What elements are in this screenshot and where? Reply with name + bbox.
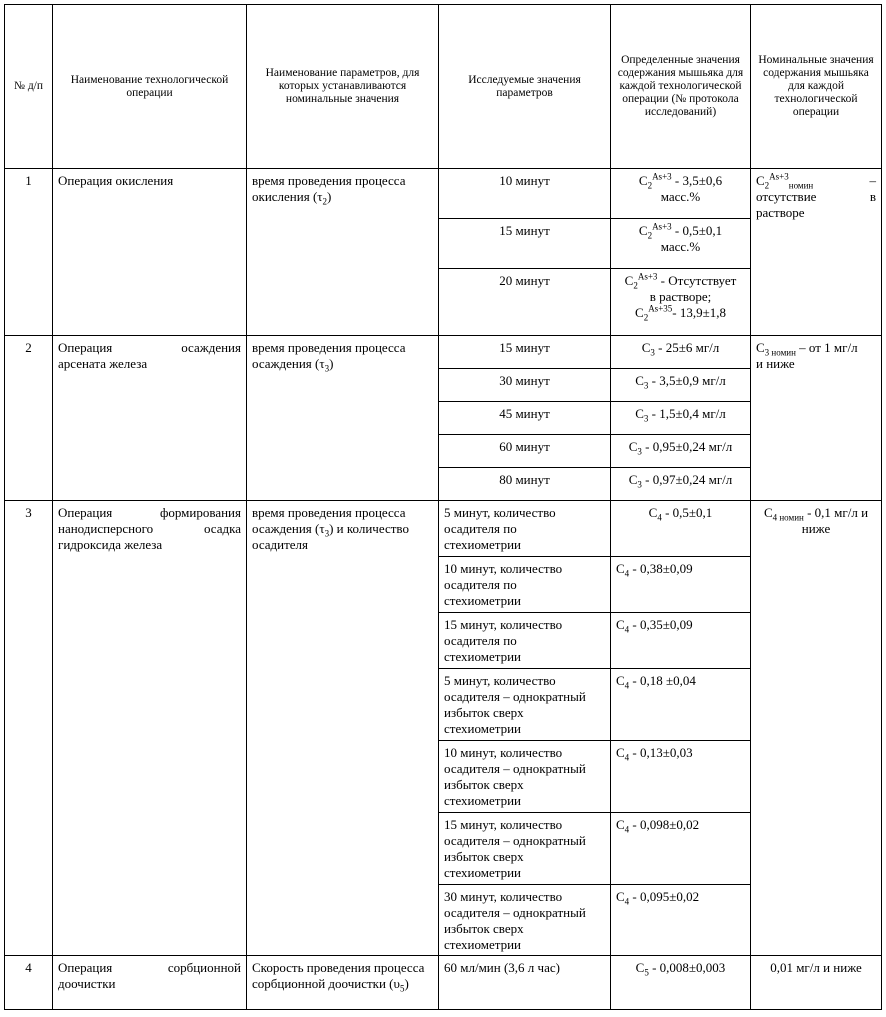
header-determined: Определенные значения содержания мышьяка для каждой технологической операции (№ протокола исследований): [611, 5, 751, 169]
studied-line: избыток сверх: [444, 849, 524, 864]
result-value: [611, 613, 751, 669]
studied-line: 15 минут, количество: [444, 617, 563, 632]
parameter-text: время проведения процесса осаждения (τ: [252, 340, 406, 371]
operation-name: [53, 336, 247, 501]
studied-line: осадителя – однократный: [444, 761, 586, 776]
result-subscript: 4: [624, 624, 630, 635]
result-value: [611, 219, 751, 269]
operation-word-a: Операция: [58, 960, 113, 975]
studied-line: осадителя – однократный: [444, 689, 586, 704]
nominal-text-c: растворе: [756, 205, 805, 220]
nominal-value: [751, 336, 882, 501]
studied-line: 10 минут, количество: [444, 561, 563, 576]
nominal-text: - 0,1 мг/л и: [803, 505, 869, 520]
header-num: № д/п: [5, 5, 53, 169]
studied-line: осадителя – однократный: [444, 833, 586, 848]
parameter-subscript: 3: [324, 528, 330, 539]
studied-line: стехиометрии: [444, 649, 522, 664]
result-subscript: 2: [647, 230, 653, 241]
result-symbol: C: [638, 223, 648, 238]
result-text: - 0,098±0,02: [629, 817, 700, 832]
table-header-row: [5, 5, 882, 169]
row-num: 2: [5, 336, 53, 501]
result-subscript: 4: [624, 680, 630, 691]
parameter-name: [247, 501, 439, 956]
studied-line: 30 минут, количество: [444, 889, 563, 904]
operation-word-c: нанодисперсного: [58, 521, 154, 536]
studied-value: 20 минут: [439, 269, 611, 336]
result-value: [611, 669, 751, 741]
studied-line: стехиометрии: [444, 593, 522, 608]
operation-name: [53, 956, 247, 1010]
result-subscript: 4: [624, 752, 630, 763]
studied-value: [439, 741, 611, 813]
studied-value: [439, 613, 611, 669]
result-subscript: 4: [624, 568, 630, 579]
result-symbol: C: [648, 505, 658, 520]
parameters-table: [4, 4, 882, 1010]
operation-word-a: Операция: [58, 505, 113, 520]
studied-line: стехиометрии: [444, 537, 522, 552]
studied-line: избыток сверх: [444, 921, 524, 936]
parameter-text: время проведения процесса осаждения (τ: [252, 505, 406, 536]
studied-line: избыток сверх: [444, 705, 524, 720]
result-symbol: C: [616, 673, 625, 688]
header-nominal: Номинальные значения содержания мышьяка для каждой технологической операции: [751, 5, 882, 169]
result-symbol: C: [616, 745, 625, 760]
operation-line-2: доочистки: [58, 976, 116, 991]
result-value: [611, 956, 751, 1010]
operation-line-2: арсената железа: [58, 356, 148, 371]
result-subscript: 3: [643, 413, 649, 424]
parameter-text-end: ): [404, 976, 409, 991]
result-symbol: C: [616, 617, 625, 632]
result-text: - 0,35±0,09: [629, 617, 693, 632]
operation-name: [53, 501, 247, 956]
result-symbol: C: [635, 406, 644, 421]
result-symbol: C: [635, 373, 644, 388]
table-row: [5, 956, 882, 1010]
studied-line: избыток сверх: [444, 777, 524, 792]
result-symbol: C: [624, 273, 634, 288]
studied-line: 5 минут, количество: [444, 673, 556, 688]
nominal-symbol: C: [756, 173, 765, 188]
result-symbol: C: [635, 960, 645, 975]
result-value: [611, 813, 751, 885]
result-symbol: C: [616, 817, 625, 832]
nominal-value: 0,01 мг/л и ниже: [751, 956, 882, 1010]
nominal-subscript: 2: [764, 180, 770, 191]
operation-word-b: формирования: [159, 505, 241, 520]
result-value: [611, 435, 751, 468]
studied-line: 10 минут, количество: [444, 745, 563, 760]
result-text: - 0,97±0,24 мг/л: [641, 472, 733, 487]
studied-value: 60 минут: [439, 435, 611, 468]
result-subscript: 4: [624, 824, 630, 835]
result-text-2: - 13,9±1,8: [672, 305, 726, 320]
table-row: [5, 169, 882, 219]
operation-line-3: гидроксида железа: [58, 537, 163, 552]
nominal-text-b: в: [869, 189, 876, 204]
studied-line: 5 минут, количество: [444, 505, 556, 520]
result-text: - 0,008±0,003: [648, 960, 726, 975]
result-subscript-2: 2: [643, 312, 649, 323]
result-subscript: 3: [643, 380, 649, 391]
studied-line: стехиометрии: [444, 721, 522, 736]
result-value: [611, 402, 751, 435]
result-symbol: C: [638, 173, 648, 188]
studied-line: осадителя по: [444, 521, 517, 536]
studied-line: стехиометрии: [444, 865, 522, 880]
nominal-symbol: C: [756, 340, 765, 355]
parameter-text: время проведения процесса окисления (τ: [252, 173, 406, 204]
parameter-subscript: 2: [322, 196, 327, 207]
table-row: [5, 501, 882, 557]
studied-value: [439, 669, 611, 741]
result-value: [611, 369, 751, 402]
result-value: [611, 468, 751, 501]
result-superscript: As+3: [652, 171, 672, 182]
operation-text: Операция окисления: [58, 173, 174, 188]
nominal-value: [751, 169, 882, 336]
result-subscript: 5: [644, 967, 649, 978]
result-text: - 3,5±0,9 мг/л: [648, 373, 726, 388]
nominal-subscript-label: номин: [788, 180, 814, 191]
result-superscript: As+3: [637, 271, 658, 282]
operation-name: [53, 169, 247, 336]
parameter-text-end: ): [327, 189, 332, 204]
nominal-text-2: ниже: [801, 521, 831, 536]
studied-line: осадителя – однократный: [444, 905, 586, 920]
result-subscript: 3: [637, 479, 642, 490]
nominal-text-2: и ниже: [756, 356, 795, 371]
studied-line: стехиометрии: [444, 937, 522, 952]
result-subscript: 2: [647, 180, 653, 191]
result-value: [611, 741, 751, 813]
nominal-symbol: C: [763, 505, 773, 520]
result-symbol: C: [628, 472, 638, 487]
parameter-subscript: 5: [399, 983, 405, 994]
result-text: - 0,5±0,1: [661, 505, 713, 520]
result-text: - 1,5±0,4 мг/л: [648, 406, 726, 421]
studied-value: 60 мл/мин (3,6 л час): [439, 956, 611, 1010]
row-num: 3: [5, 501, 53, 956]
result-text: - 25±6 мг/л: [654, 340, 720, 355]
result-symbol: C: [641, 340, 651, 355]
studied-line: осадителя по: [444, 577, 517, 592]
parameter-name: [247, 169, 439, 336]
result-subscript: 3: [650, 347, 655, 358]
result-superscript-2: As+35: [648, 303, 673, 314]
result-unit: масс.%: [660, 239, 701, 254]
header-params: Наименование параметров, для которых устанавливаются номинальные значения: [247, 5, 439, 169]
parameter-text-end: ) и количество осадителя: [252, 521, 409, 552]
result-value: [611, 336, 751, 369]
result-text: - 0,5±0,1: [671, 223, 723, 238]
studied-line: стехиометрии: [444, 793, 522, 808]
operation-word-b: осаждения: [181, 340, 241, 355]
nominal-subscript: 3 номин: [764, 347, 796, 358]
operation-word-a: Операция: [58, 340, 113, 355]
parameter-name: [247, 956, 439, 1010]
result-unit: масс.%: [660, 189, 701, 204]
result-text: - 0,13±0,03: [629, 745, 693, 760]
result-symbol: C: [616, 561, 625, 576]
result-symbol: C: [628, 439, 638, 454]
studied-line: осадителя по: [444, 633, 517, 648]
nominal-superscript: As+3: [769, 171, 789, 182]
result-text: - 0,18 ±0,04: [629, 673, 696, 688]
row-num: 1: [5, 169, 53, 336]
studied-value: [439, 813, 611, 885]
parameter-subscript: 3: [324, 363, 330, 374]
result-text: - 0,095±0,02: [629, 889, 700, 904]
studied-value: 30 минут: [439, 369, 611, 402]
studied-value: [439, 501, 611, 557]
result-symbol-2: C: [635, 305, 644, 320]
row-num: 4: [5, 956, 53, 1010]
operation-word-b: сорбционной: [167, 960, 241, 975]
result-subscript: 3: [637, 446, 642, 457]
result-text: - 3,5±0,6: [671, 173, 723, 188]
result-symbol: C: [616, 889, 625, 904]
result-text: - 0,95±0,24 мг/л: [641, 439, 733, 454]
nominal-value: [751, 501, 882, 956]
header-studied: Исследуемые значения параметров: [439, 5, 611, 169]
nominal-text-a: отсутствие: [756, 189, 817, 204]
studied-value: [439, 885, 611, 956]
studied-value: 80 минут: [439, 468, 611, 501]
nominal-dash: –: [869, 173, 876, 188]
result-value: [611, 169, 751, 219]
studied-line: 15 минут, количество: [444, 817, 563, 832]
nominal-text: – от 1 мг/л: [795, 340, 858, 355]
table-row: [5, 336, 882, 369]
result-value: [611, 557, 751, 613]
result-subscript: 2: [633, 280, 638, 291]
parameter-text: Скорость проведения процесса сорбционной доочистки (υ: [252, 960, 425, 991]
parameter-text-end: ): [329, 356, 334, 371]
result-text: - Отсутствует: [657, 273, 737, 288]
result-unit: в растворе;: [649, 289, 712, 304]
nominal-subscript: 4 номин: [772, 512, 804, 523]
studied-value: 15 минут: [439, 336, 611, 369]
result-value: [611, 269, 751, 336]
studied-value: [439, 557, 611, 613]
result-value: [611, 501, 751, 557]
operation-word-d: осадка: [203, 521, 241, 536]
studied-value: 15 минут: [439, 219, 611, 269]
studied-value: 10 минут: [439, 169, 611, 219]
result-text: - 0,38±0,09: [629, 561, 693, 576]
result-value: [611, 885, 751, 956]
result-superscript: As+3: [652, 221, 672, 232]
header-operation: Наименование технологической операции: [53, 5, 247, 169]
parameter-name: [247, 336, 439, 501]
studied-value: 45 минут: [439, 402, 611, 435]
result-subscript: 4: [624, 896, 630, 907]
result-subscript: 4: [657, 512, 662, 523]
